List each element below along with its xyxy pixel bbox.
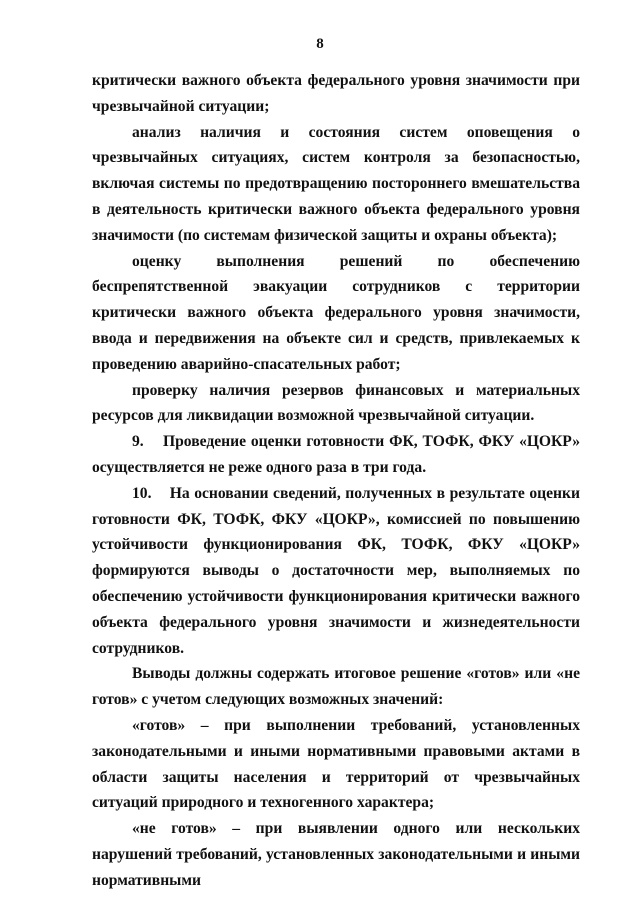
- paragraph-2: анализ наличия и состояния систем оповещения о чрезвычайных ситуациях, систем контроля за безопасностью, включая системы по предотвращению постороннего вмешательства в деятельность критически важного объекта федерального уровня значимости (по системам физической защиты и охраны объекта);: [92, 123, 580, 244]
- paragraph-conclusions: Выводы должны содержать итоговое решение «готов» или «не готов» с учетом следующих возможных значений:: [92, 665, 580, 709]
- paragraph-item-10: 10. На основании сведений, полученных в результате оценки готовности ФК, ТОФК, ФКУ «ЦОКР», комиссией по повышению устойчивости функционирования ФК, ТОФК, ФКУ «ЦОКР» формируются выводы о достаточности мер, выполняемых по обеспечению устойчивости функционирования критически важного объекта федерального уровня значимости и жизнедеятельности сотрудников.: [92, 484, 580, 657]
- paragraph-item-9: 9. Проведение оценки готовности ФК, ТОФК, ФКУ «ЦОКР» осуществляется не реже одного раза в три года.: [92, 433, 580, 476]
- page-number: 8: [316, 36, 324, 52]
- paragraph-ready: «готов» – при выполнении требований, установленных законодательными и иными нормативными правовыми актами в области защиты населения и территорий от чрезвычайных ситуаций природного и техногенного характера;: [92, 716, 580, 812]
- paragraph-1: критически важного объекта федерального уровня значимости при чрезвычайной ситуации;: [92, 72, 580, 115]
- paragraph-not-ready: «не готов» – при выявлении одного или нескольких нарушений требований, установленных законодательными и иными нормативными: [92, 820, 580, 889]
- paragraph-4: проверку наличия резервов финансовых и материальных ресурсов для ликвидации возможной чрезвычайной ситуации.: [92, 381, 580, 425]
- document-body: [92, 68, 580, 894]
- paragraph-3: оценку выполнения решений по обеспечению беспрепятственной эвакуации сотрудников с территории критически важного объекта федерального уровня значимости, ввода и передвижения на объекте сил и средств, привлекаемых к проведению аварийно-спасательных работ;: [92, 252, 580, 373]
